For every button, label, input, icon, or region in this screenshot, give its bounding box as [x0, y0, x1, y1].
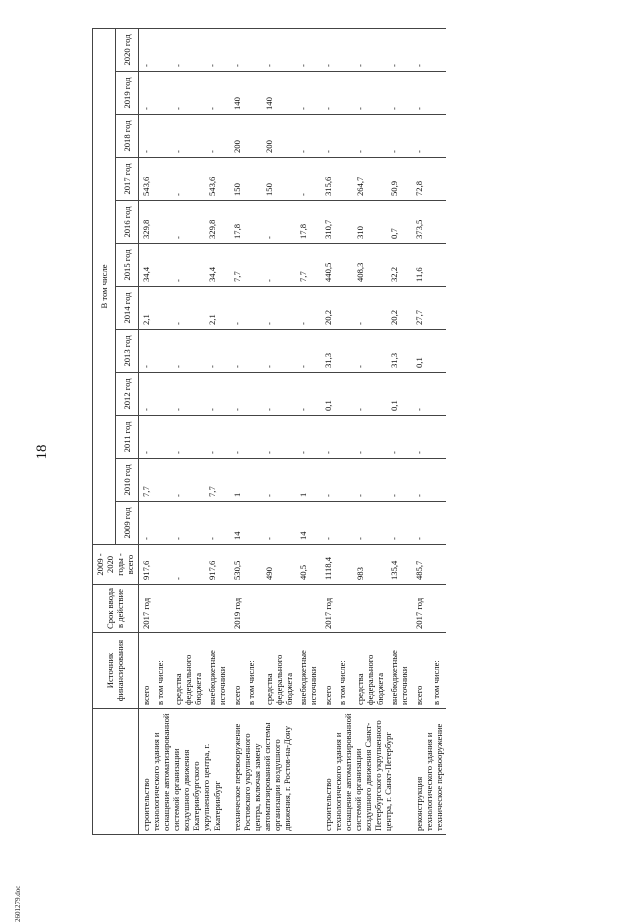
- year-value-cell: 2,1: [205, 287, 229, 330]
- year-value-cell: 32,2: [387, 244, 411, 287]
- year-value-cell: 329,8: [205, 201, 229, 244]
- year-value-cell: [244, 115, 258, 158]
- term-cell: 2019 год: [230, 585, 244, 633]
- year-value-cell: -: [138, 28, 153, 71]
- year-value-cell: [153, 28, 167, 71]
- year-value-cell: -: [412, 502, 429, 545]
- total-cell: 490: [258, 545, 296, 585]
- year-value-cell: -: [349, 287, 387, 330]
- year-value-cell: -: [167, 459, 205, 502]
- year-value-cell: -: [167, 373, 205, 416]
- header-in-that: В том числе: [93, 28, 116, 544]
- year-value-cell: -: [205, 373, 229, 416]
- year-value-cell: -: [296, 115, 320, 158]
- year-value-cell: [429, 287, 446, 330]
- year-value-cell: -: [258, 373, 296, 416]
- year-value-cell: -: [412, 28, 429, 71]
- year-value-cell: 150: [230, 158, 244, 201]
- page-number: 18: [34, 444, 50, 460]
- source-cell: в том числе:: [429, 633, 446, 709]
- year-value-cell: [335, 72, 349, 115]
- year-value-cell: -: [258, 330, 296, 373]
- year-value-cell: [335, 201, 349, 244]
- source-cell: всего: [138, 633, 153, 709]
- year-value-cell: 34,4: [205, 244, 229, 287]
- year-value-cell: -: [349, 115, 387, 158]
- year-value-cell: 34,4: [138, 244, 153, 287]
- year-value-cell: 200: [258, 115, 296, 158]
- rotated-table-container: [92, 35, 552, 835]
- year-value-cell: -: [412, 459, 429, 502]
- year-value-cell: -: [167, 502, 205, 545]
- header-year: 2012 год: [115, 373, 138, 416]
- year-value-cell: -: [167, 28, 205, 71]
- year-value-cell: 17,8: [230, 201, 244, 244]
- year-value-cell: [153, 330, 167, 373]
- year-value-cell: -: [321, 28, 335, 71]
- year-value-cell: -: [167, 287, 205, 330]
- project-name-cell: техническое перевооружение Ростовского укрупненного центра, включая замену автоматизированной системы организации воздушного движения, г. Ростов-на-Дону: [230, 709, 321, 835]
- year-value-cell: -: [296, 28, 320, 71]
- term-cell: [153, 585, 167, 633]
- year-value-cell: [244, 373, 258, 416]
- source-cell: в том числе:: [244, 633, 258, 709]
- year-value-cell: [153, 287, 167, 330]
- year-value-cell: [335, 158, 349, 201]
- year-value-cell: 408,3: [349, 244, 387, 287]
- year-value-cell: 11,6: [412, 244, 429, 287]
- source-cell: всего: [230, 633, 244, 709]
- header-year: 2010 год: [115, 459, 138, 502]
- year-value-cell: [335, 459, 349, 502]
- year-value-cell: 310: [349, 201, 387, 244]
- term-cell: 2017 год: [138, 585, 153, 633]
- year-value-cell: [244, 201, 258, 244]
- year-value-cell: [335, 373, 349, 416]
- year-value-cell: -: [205, 28, 229, 71]
- year-value-cell: [244, 158, 258, 201]
- year-value-cell: -: [387, 72, 411, 115]
- year-value-cell: -: [205, 502, 229, 545]
- year-value-cell: 264,7: [349, 158, 387, 201]
- year-value-cell: [153, 373, 167, 416]
- year-value-cell: 373,5: [412, 201, 429, 244]
- year-value-cell: 329,8: [138, 201, 153, 244]
- year-value-cell: [153, 201, 167, 244]
- table-row: [138, 28, 153, 834]
- financing-table: [92, 28, 446, 835]
- term-cell: [167, 585, 205, 633]
- year-value-cell: -: [296, 373, 320, 416]
- year-value-cell: -: [412, 373, 429, 416]
- year-value-cell: -: [167, 115, 205, 158]
- source-cell: всего: [321, 633, 335, 709]
- total-cell: 135,4: [387, 545, 411, 585]
- table-row: [412, 28, 429, 834]
- year-value-cell: -: [387, 459, 411, 502]
- year-value-cell: -: [205, 330, 229, 373]
- year-value-cell: [335, 115, 349, 158]
- year-value-cell: -: [138, 416, 153, 459]
- year-value-cell: 7,7: [205, 459, 229, 502]
- term-cell: [429, 585, 446, 633]
- year-value-cell: -: [230, 330, 244, 373]
- term-cell: 2017 год: [321, 585, 335, 633]
- header-term: Срок ввода в действие: [93, 585, 139, 633]
- year-value-cell: [335, 330, 349, 373]
- year-value-cell: 31,3: [387, 330, 411, 373]
- header-year: 2013 год: [115, 330, 138, 373]
- header-year: 2011 год: [115, 416, 138, 459]
- year-value-cell: -: [205, 115, 229, 158]
- year-value-cell: -: [138, 115, 153, 158]
- year-value-cell: 150: [258, 158, 296, 201]
- header-year: 2016 год: [115, 201, 138, 244]
- year-value-cell: [429, 158, 446, 201]
- year-value-cell: [153, 502, 167, 545]
- year-value-cell: [153, 72, 167, 115]
- total-cell: 530,5: [230, 545, 244, 585]
- year-value-cell: -: [258, 201, 296, 244]
- year-value-cell: -: [258, 287, 296, 330]
- year-value-cell: 27,7: [412, 287, 429, 330]
- year-value-cell: 20,2: [321, 287, 335, 330]
- year-value-cell: -: [349, 28, 387, 71]
- year-value-cell: 1: [230, 459, 244, 502]
- source-cell: внебюджетные источники: [387, 633, 411, 709]
- year-value-cell: [335, 244, 349, 287]
- year-value-cell: -: [387, 416, 411, 459]
- term-cell: [387, 585, 411, 633]
- year-value-cell: [335, 502, 349, 545]
- year-value-cell: [244, 72, 258, 115]
- term-cell: [296, 585, 320, 633]
- year-value-cell: 7,7: [230, 244, 244, 287]
- year-value-cell: -: [387, 115, 411, 158]
- year-value-cell: [429, 28, 446, 71]
- header-year: 2009 год: [115, 502, 138, 545]
- year-value-cell: -: [258, 416, 296, 459]
- year-value-cell: -: [321, 459, 335, 502]
- year-value-cell: 310,7: [321, 201, 335, 244]
- year-value-cell: -: [296, 416, 320, 459]
- total-cell: 485,7: [412, 545, 429, 585]
- year-value-cell: -: [296, 330, 320, 373]
- year-value-cell: 0,1: [412, 330, 429, 373]
- year-value-cell: 14: [230, 502, 244, 545]
- header-year: 2015 год: [115, 244, 138, 287]
- total-cell: 1118,4: [321, 545, 335, 585]
- term-cell: [258, 585, 296, 633]
- year-value-cell: -: [321, 115, 335, 158]
- year-value-cell: 140: [230, 72, 244, 115]
- table-row: [321, 28, 335, 834]
- year-value-cell: 2,1: [138, 287, 153, 330]
- project-name-cell: строительство технологического здания и оснащение автоматизированной системой организации воздушного движения Екатеринбургского укрупненного центра, г. Екатеринбург: [138, 709, 229, 835]
- year-value-cell: [429, 115, 446, 158]
- year-value-cell: [335, 416, 349, 459]
- year-value-cell: 140: [258, 72, 296, 115]
- year-value-cell: 543,6: [205, 158, 229, 201]
- year-value-cell: 20,2: [387, 287, 411, 330]
- year-value-cell: [429, 244, 446, 287]
- total-cell: [429, 545, 446, 585]
- year-value-cell: -: [167, 330, 205, 373]
- year-value-cell: 543,6: [138, 158, 153, 201]
- year-value-cell: 14: [296, 502, 320, 545]
- year-value-cell: [244, 330, 258, 373]
- term-cell: [244, 585, 258, 633]
- year-value-cell: -: [138, 330, 153, 373]
- year-value-cell: -: [167, 244, 205, 287]
- year-value-cell: -: [230, 416, 244, 459]
- table-row: [230, 28, 244, 834]
- year-value-cell: -: [349, 416, 387, 459]
- source-cell: в том числе:: [153, 633, 167, 709]
- project-name-cell: реконструкция технологического здания и техническое перевооружение: [412, 709, 446, 835]
- total-cell: 983: [349, 545, 387, 585]
- table-body: [138, 28, 446, 834]
- year-value-cell: -: [138, 72, 153, 115]
- year-value-cell: -: [349, 459, 387, 502]
- source-cell: средства федерального бюджета: [167, 633, 205, 709]
- year-value-cell: -: [138, 373, 153, 416]
- source-cell: внебюджетные источники: [205, 633, 229, 709]
- year-value-cell: -: [138, 502, 153, 545]
- year-value-cell: 31,3: [321, 330, 335, 373]
- header-source: Источник финансирования: [93, 633, 139, 709]
- year-value-cell: -: [412, 115, 429, 158]
- year-value-cell: -: [258, 502, 296, 545]
- total-cell: 917,6: [138, 545, 153, 585]
- year-value-cell: 200: [230, 115, 244, 158]
- year-value-cell: -: [205, 72, 229, 115]
- year-value-cell: [244, 244, 258, 287]
- year-value-cell: 0,1: [321, 373, 335, 416]
- year-value-cell: 0,1: [387, 373, 411, 416]
- year-value-cell: -: [321, 72, 335, 115]
- year-value-cell: -: [387, 502, 411, 545]
- total-cell: [244, 545, 258, 585]
- year-value-cell: -: [167, 158, 205, 201]
- year-value-cell: -: [412, 416, 429, 459]
- year-value-cell: -: [349, 330, 387, 373]
- term-cell: [335, 585, 349, 633]
- year-value-cell: [244, 28, 258, 71]
- year-value-cell: -: [349, 502, 387, 545]
- project-name-cell: строительство технологического здания и оснащение автоматизированной системой организации воздушного движения Санкт-Петербургского укрупненного центра, г. Санкт-Петербург: [321, 709, 412, 835]
- year-value-cell: -: [230, 28, 244, 71]
- year-value-cell: -: [321, 416, 335, 459]
- year-value-cell: [244, 287, 258, 330]
- source-cell: средства федерального бюджета: [349, 633, 387, 709]
- year-value-cell: [335, 287, 349, 330]
- year-value-cell: [429, 201, 446, 244]
- year-value-cell: -: [296, 287, 320, 330]
- header-year: 2018 год: [115, 115, 138, 158]
- term-cell: [349, 585, 387, 633]
- year-value-cell: [153, 115, 167, 158]
- term-cell: [205, 585, 229, 633]
- total-cell: [153, 545, 167, 585]
- header-total: 2009 - 2020 годы - всего: [93, 545, 139, 585]
- year-value-cell: [335, 28, 349, 71]
- year-value-cell: [153, 416, 167, 459]
- year-value-cell: 315,6: [321, 158, 335, 201]
- year-value-cell: [153, 158, 167, 201]
- total-cell: -: [167, 545, 205, 585]
- header-year: 2020 год: [115, 28, 138, 71]
- year-value-cell: 7,7: [138, 459, 153, 502]
- header-year: 2019 год: [115, 72, 138, 115]
- source-cell: средства федерального бюджета: [258, 633, 296, 709]
- year-value-cell: 72,8: [412, 158, 429, 201]
- footer-file-name: 2601279.doc: [14, 885, 22, 922]
- year-value-cell: -: [296, 158, 320, 201]
- year-value-cell: 7,7: [296, 244, 320, 287]
- total-cell: 917,6: [205, 545, 229, 585]
- year-value-cell: 440,5: [321, 244, 335, 287]
- year-value-cell: -: [258, 28, 296, 71]
- year-value-cell: 1: [296, 459, 320, 502]
- source-cell: внебюджетные источники: [296, 633, 320, 709]
- year-value-cell: [244, 502, 258, 545]
- year-value-cell: -: [205, 416, 229, 459]
- year-value-cell: -: [412, 72, 429, 115]
- year-value-cell: -: [321, 502, 335, 545]
- year-value-cell: -: [349, 72, 387, 115]
- term-cell: 2017 год: [412, 585, 429, 633]
- source-cell: всего: [412, 633, 429, 709]
- year-value-cell: -: [258, 244, 296, 287]
- year-value-cell: -: [230, 373, 244, 416]
- year-value-cell: [429, 416, 446, 459]
- header-year: 2014 год: [115, 287, 138, 330]
- year-value-cell: -: [296, 72, 320, 115]
- year-value-cell: -: [387, 28, 411, 71]
- total-cell: 40,5: [296, 545, 320, 585]
- year-value-cell: -: [167, 201, 205, 244]
- source-cell: в том числе:: [335, 633, 349, 709]
- year-value-cell: -: [167, 416, 205, 459]
- year-value-cell: [429, 330, 446, 373]
- year-value-cell: -: [167, 72, 205, 115]
- year-value-cell: [429, 502, 446, 545]
- year-value-cell: 50,9: [387, 158, 411, 201]
- year-value-cell: -: [349, 373, 387, 416]
- header-project: [93, 709, 139, 835]
- year-value-cell: 17,8: [296, 201, 320, 244]
- year-value-cell: -: [230, 287, 244, 330]
- year-value-cell: [429, 373, 446, 416]
- year-value-cell: 0,7: [387, 201, 411, 244]
- year-value-cell: [244, 416, 258, 459]
- total-cell: [335, 545, 349, 585]
- year-value-cell: [153, 459, 167, 502]
- year-value-cell: [429, 459, 446, 502]
- year-value-cell: [153, 244, 167, 287]
- year-value-cell: -: [258, 459, 296, 502]
- header-year: 2017 год: [115, 158, 138, 201]
- year-value-cell: [429, 72, 446, 115]
- year-value-cell: [244, 459, 258, 502]
